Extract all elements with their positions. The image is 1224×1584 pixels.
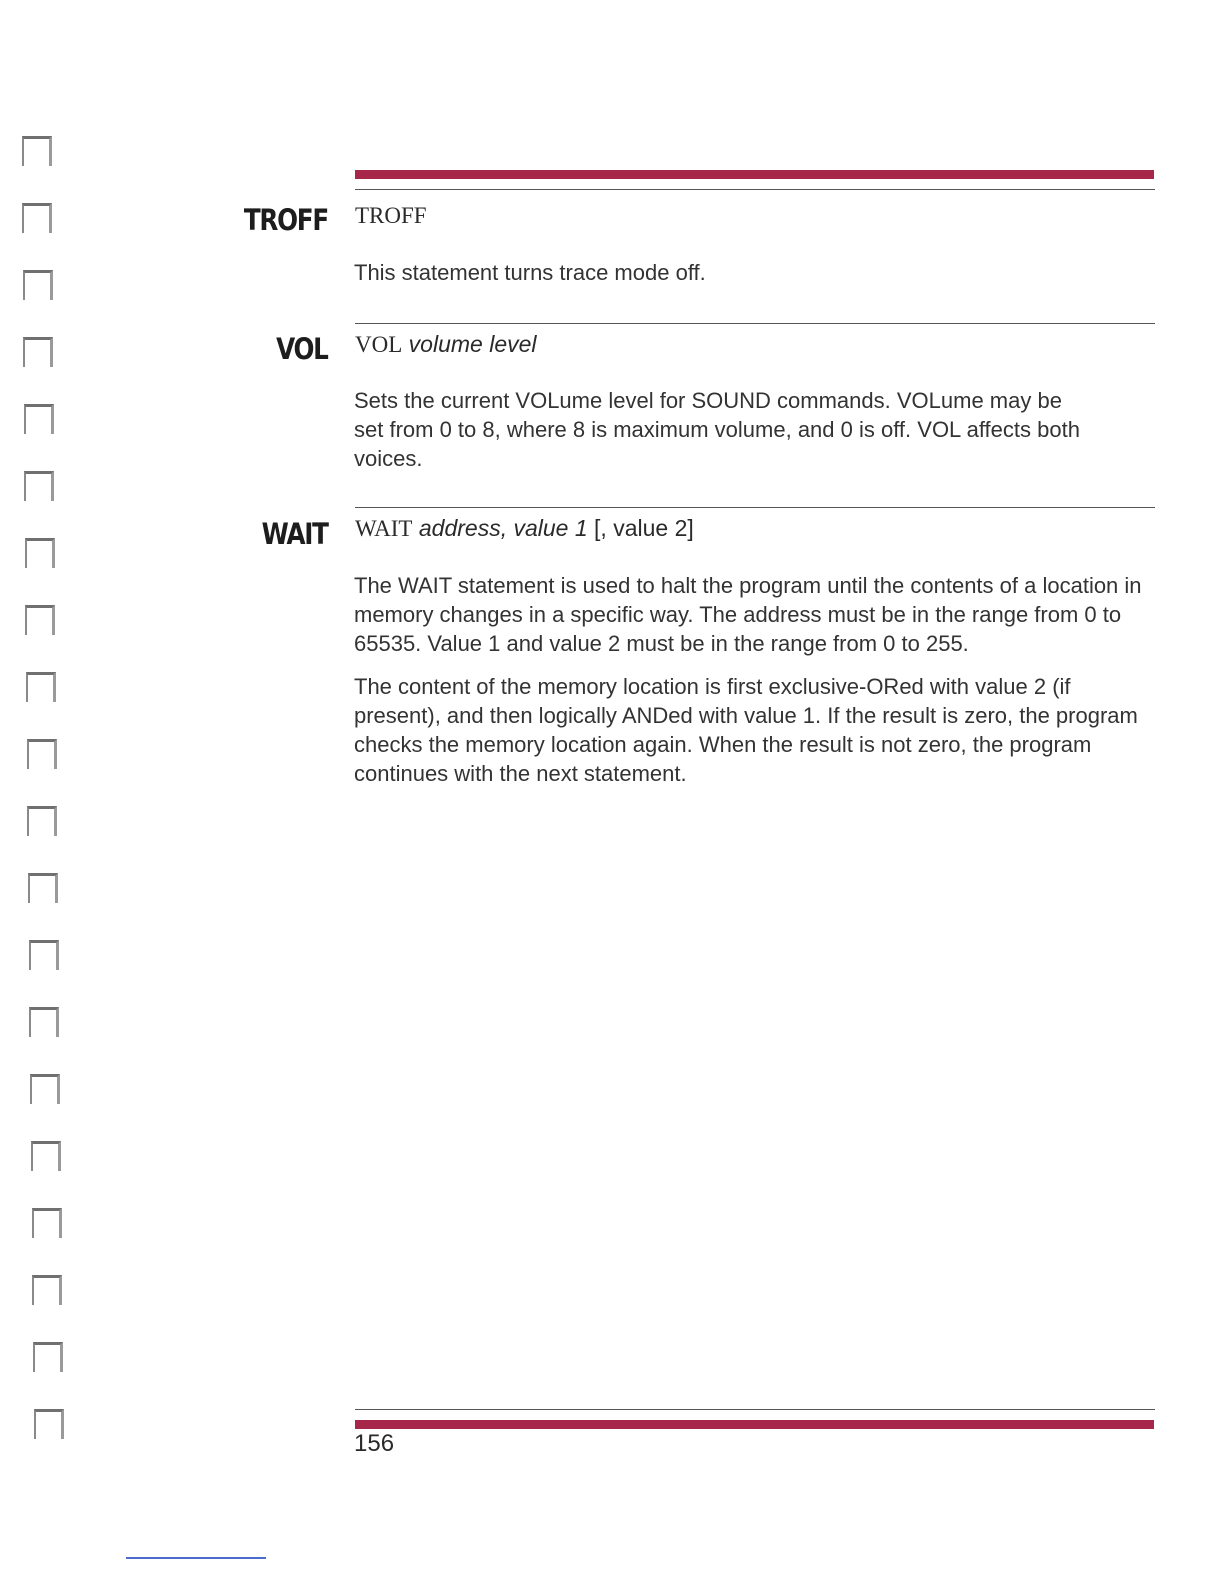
binding-hole-icon xyxy=(24,471,54,501)
footer-rule xyxy=(355,1409,1155,1410)
paragraph: The WAIT statement is used to halt the program until the contents of a location in memory changes in a specific way. The address must be in the range from 0 to 65535. Value 1 and value 2 must be in the range from 0 to 255. xyxy=(354,573,1142,656)
keyword-wait: WAIT xyxy=(261,517,328,551)
spiral-binding xyxy=(22,136,66,1456)
syntax-troff xyxy=(355,202,427,229)
section-divider xyxy=(355,323,1155,324)
scan-artifact-line xyxy=(126,1557,266,1559)
footer-accent-bar xyxy=(355,1420,1154,1429)
syntax-command: WAIT xyxy=(355,516,413,541)
binding-hole-icon xyxy=(32,1208,62,1238)
binding-hole-icon xyxy=(27,739,57,769)
syntax-vol xyxy=(355,331,537,358)
binding-hole-icon xyxy=(33,1342,63,1372)
syntax-optional: [, value 2] xyxy=(594,515,694,541)
syntax-command: TROFF xyxy=(355,203,427,228)
binding-hole-icon xyxy=(23,337,53,367)
binding-hole-icon xyxy=(29,1007,59,1037)
description-wait xyxy=(354,571,1154,802)
header-rule xyxy=(355,189,1155,190)
paragraph: Sets the current VOLume level for SOUND commands. VOLume may be set from 0 to 8, where 8 is maximum volume, and 0 is off. VOL affects both voices. xyxy=(354,388,1080,471)
syntax-arguments: address, value 1 xyxy=(418,515,588,541)
paragraph: This statement turns trace mode off. xyxy=(354,260,706,285)
paragraph: The content of the memory location is first exclusive-ORed with value 2 (if present), and then logically ANDed with value 1. If the result is zero, the program checks the memory location again. When the result is not zero, the program continues with the next statement. xyxy=(354,674,1138,786)
binding-hole-icon xyxy=(29,940,59,970)
binding-hole-icon xyxy=(25,605,55,635)
binding-hole-icon xyxy=(32,1275,62,1305)
binding-hole-icon xyxy=(24,404,54,434)
binding-hole-icon xyxy=(34,1409,64,1439)
binding-hole-icon xyxy=(26,672,56,702)
binding-hole-icon xyxy=(22,203,52,233)
keyword-vol: VOL xyxy=(276,332,328,366)
binding-hole-icon xyxy=(25,538,55,568)
keyword-troff: TROFF xyxy=(243,203,328,237)
binding-hole-icon xyxy=(28,873,58,903)
syntax-arguments: volume level xyxy=(408,331,537,357)
page-number: 156 xyxy=(354,1430,395,1457)
binding-hole-icon xyxy=(30,1074,60,1104)
binding-hole-icon xyxy=(31,1141,61,1171)
header-accent-bar xyxy=(355,170,1154,179)
syntax-command: VOL xyxy=(355,332,403,357)
description-vol xyxy=(354,386,1094,487)
binding-hole-icon xyxy=(23,270,53,300)
description-troff xyxy=(354,258,1154,301)
syntax-wait xyxy=(355,515,694,542)
binding-hole-icon xyxy=(22,136,52,166)
section-divider xyxy=(355,507,1155,508)
binding-hole-icon xyxy=(27,806,57,836)
